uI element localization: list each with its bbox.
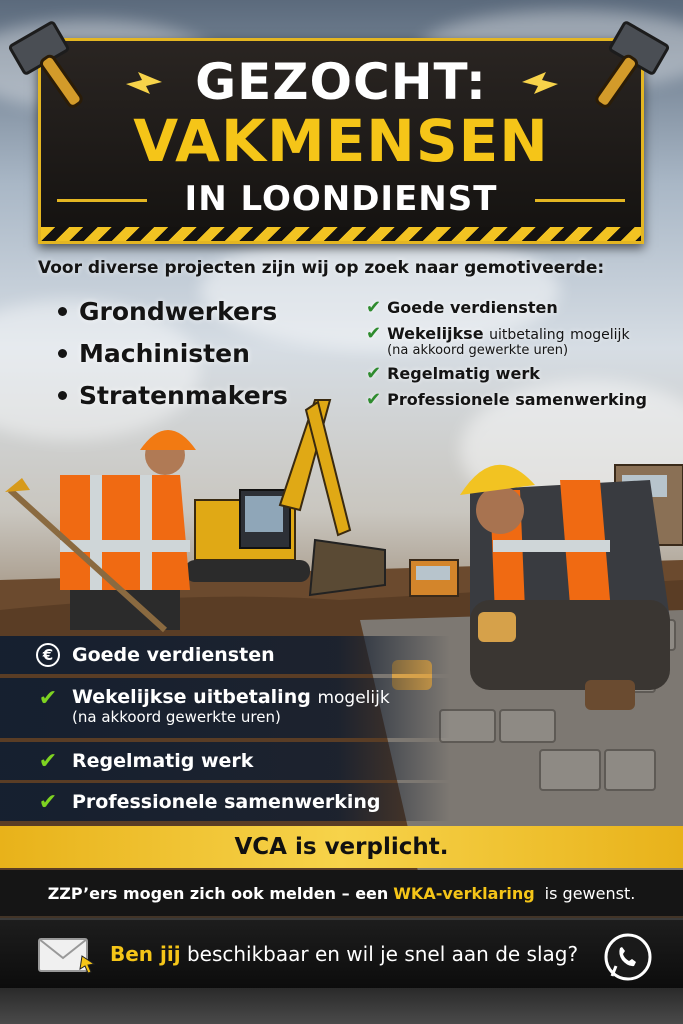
hazard-stripe [41, 227, 641, 241]
check-icon: ✔ [366, 297, 382, 318]
divider-right [535, 199, 625, 202]
check-icon: ✔ [366, 389, 382, 410]
bottom-strip [0, 988, 683, 1024]
roles-list [58, 290, 358, 416]
role-item: Stratenmakers [58, 374, 358, 416]
benefit-bar: ✔ Regelmatig werk [0, 742, 450, 780]
whatsapp-icon[interactable] [596, 932, 658, 982]
zzp-banner: ZZP’ers mogen zich ook melden – een WKA-verklaring is gewenst. [0, 870, 683, 916]
bullet-icon [58, 307, 67, 316]
headline-loondienst: IN LOONDIENST [184, 179, 498, 219]
benefits-top-list [366, 298, 676, 416]
bullet-icon [58, 391, 67, 400]
benefit-item: ✔ Regelmatig werk [366, 363, 540, 384]
intro-text: Voor diverse projecten zijn wij op zoek naar gemotiveerde: [38, 258, 605, 278]
benefit-item: ✔ Wekelijkse uitbetaling mogelijk (na akkoord gewerkte uren) [366, 323, 630, 358]
check-icon: ✔ [38, 789, 58, 815]
role-item: Grondwerkers [58, 290, 358, 332]
check-icon: ✔ [366, 323, 382, 344]
euro-icon: € [36, 643, 60, 667]
check-icon: ✔ [38, 748, 58, 774]
role-item: Machinisten [58, 332, 358, 374]
vca-banner: VCA is verplicht. [0, 826, 683, 868]
benefit-item: ✔ Goede verdiensten [366, 297, 558, 318]
spark-icon [124, 68, 164, 98]
excavator [185, 400, 385, 595]
benefit-bar: € Goede verdiensten [0, 636, 450, 674]
spark-icon [520, 68, 560, 98]
check-icon: ✔ [366, 363, 382, 384]
envelope-icon[interactable] [38, 938, 96, 974]
hammer-icon [4, 18, 96, 110]
cta-bar [0, 918, 683, 990]
cta-text: Ben jij beschikbaar en wil je snel aan de slag? [110, 942, 579, 966]
bullet-icon [58, 349, 67, 358]
check-icon: ✔ [38, 686, 58, 711]
benefit-item: ✔ Professionele samenwerking [366, 389, 647, 410]
benefit-bar: ✔ Professionele samenwerking [0, 783, 450, 821]
hammer-icon [582, 18, 674, 110]
headline-vakmensen: VAKMENSEN [133, 107, 549, 175]
benefit-bar: ✔ Wekelijkse uitbetaling mogelijk (na akkoord gewerkte uren) [0, 678, 450, 738]
headline-gezocht: GEZOCHT: [195, 53, 487, 111]
